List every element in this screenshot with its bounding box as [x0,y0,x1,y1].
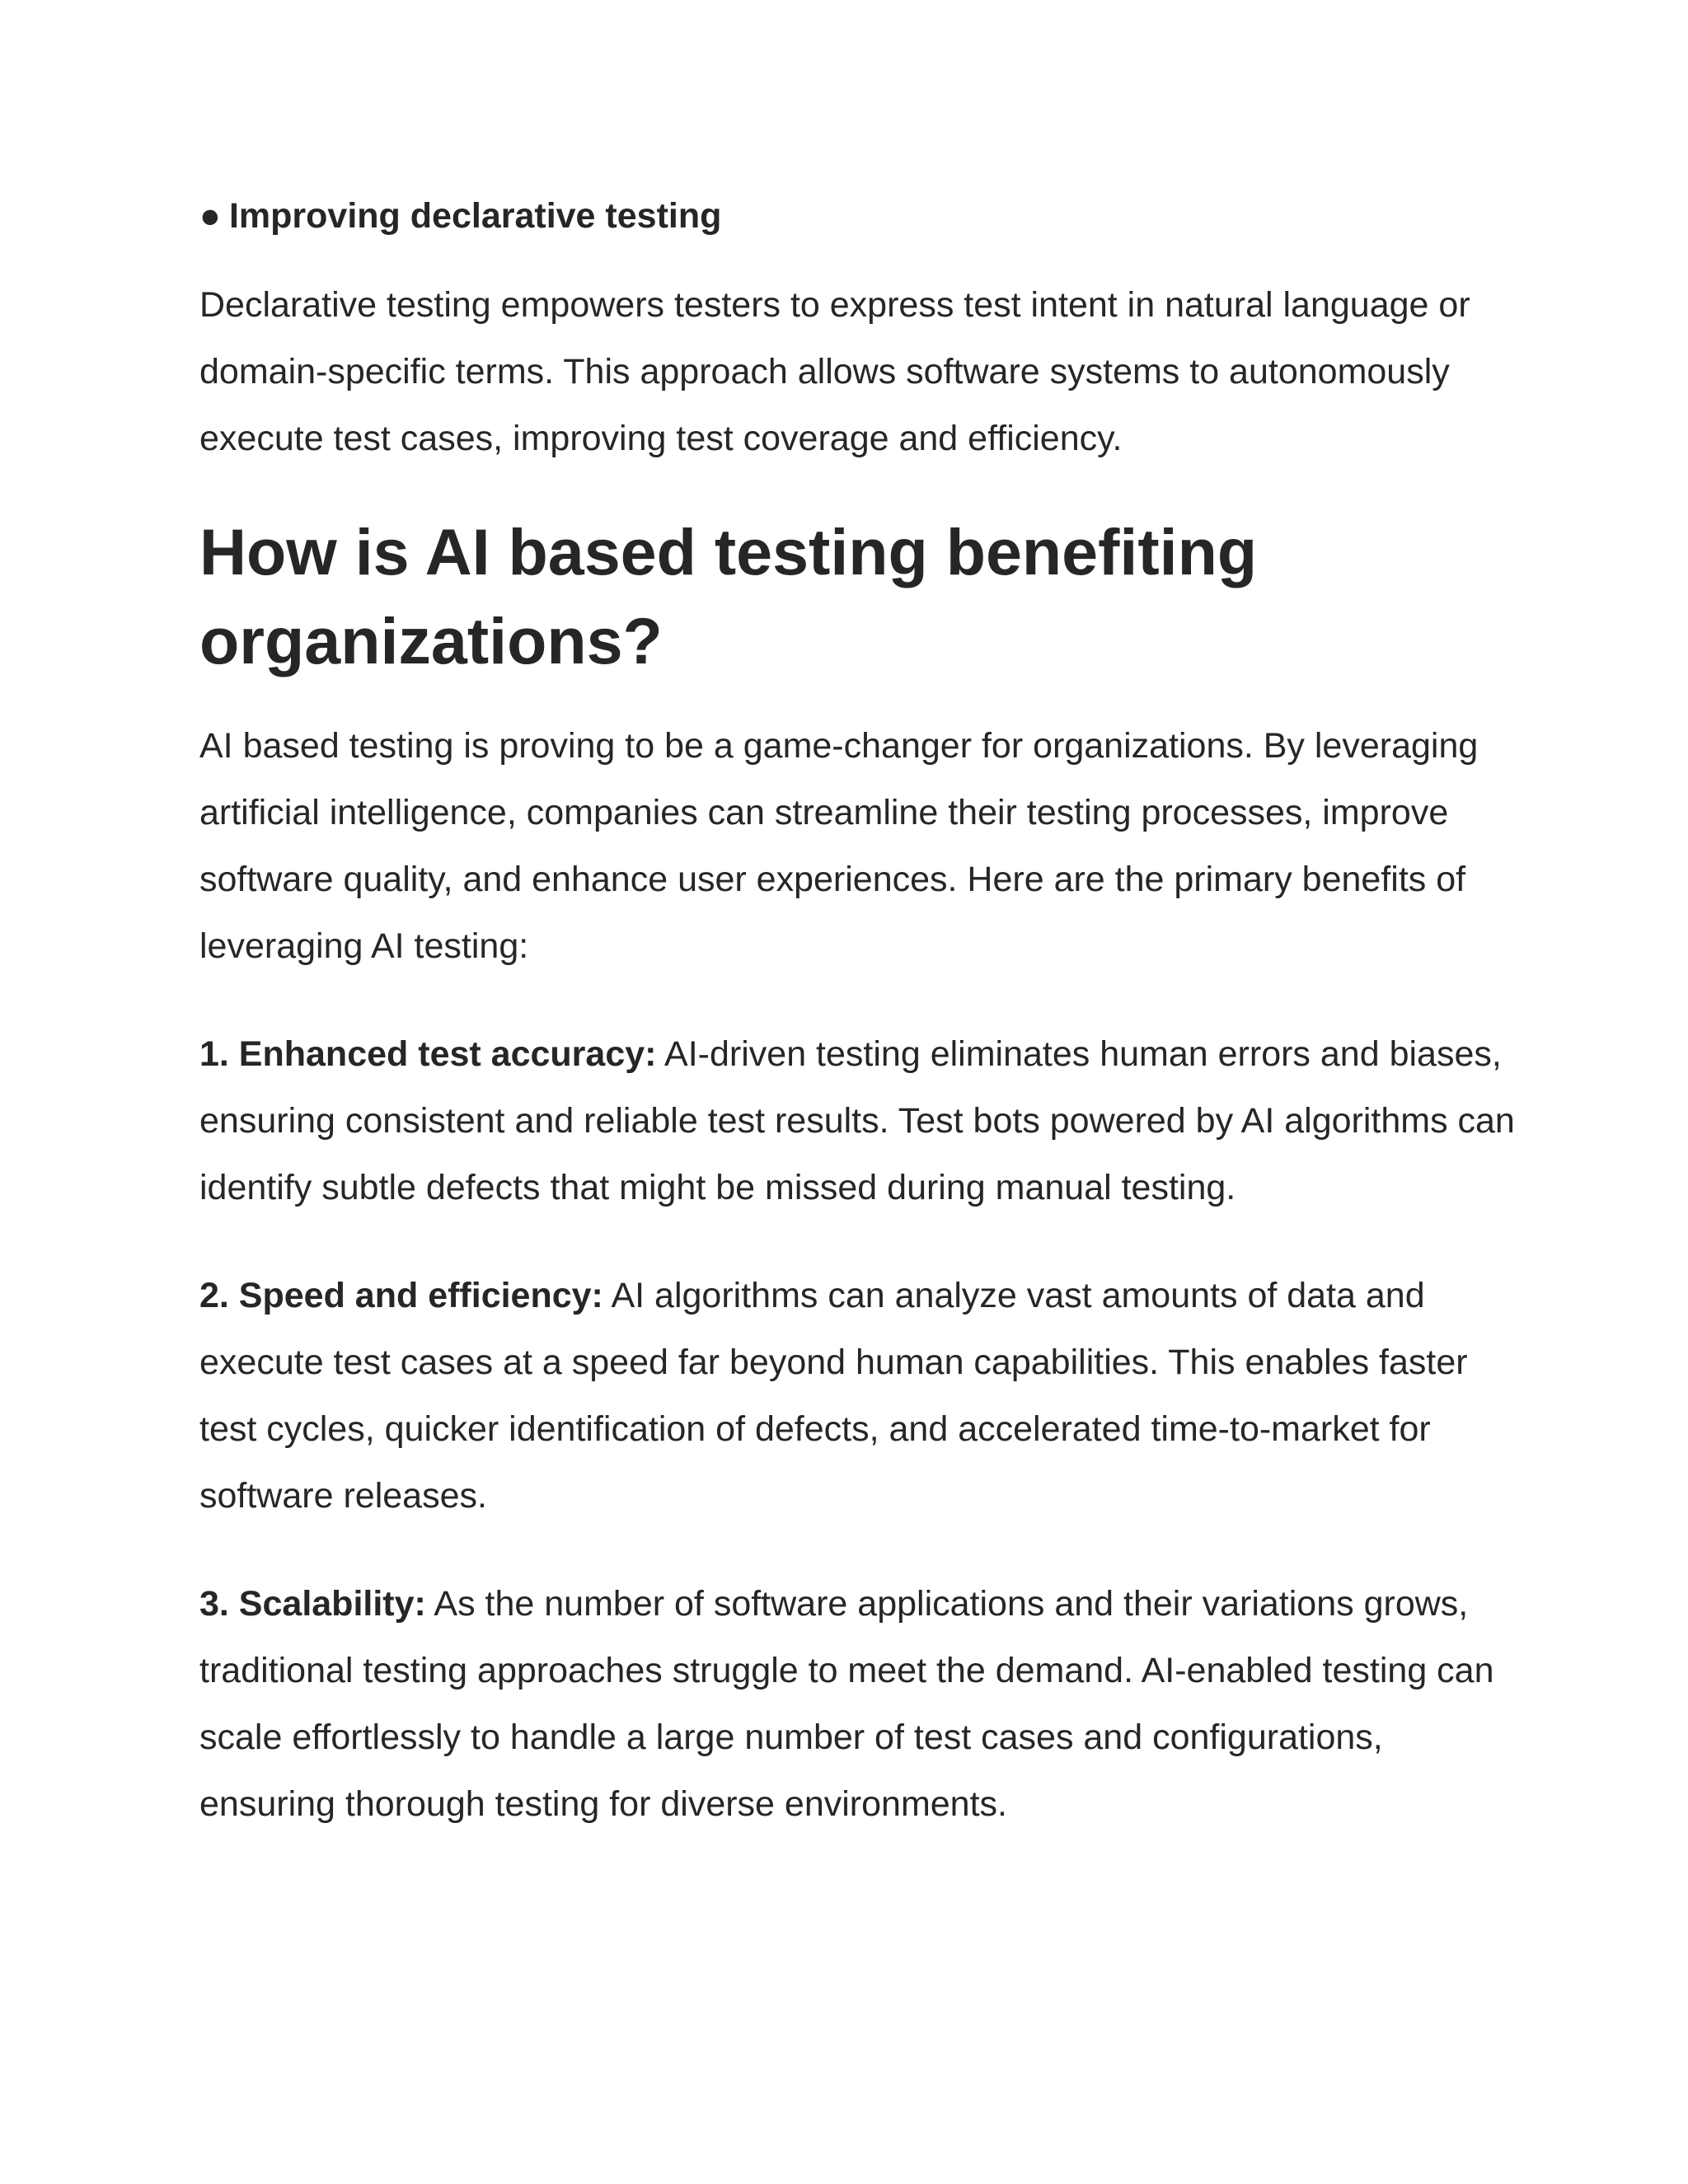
benefit-lead: 1. Enhanced test accuracy: [199,1034,657,1074]
benefit-item-scalability [199,1571,1518,1838]
bullet-icon: ● [199,196,221,236]
benefit-text: AI algorithms can analyze vast amounts of data and execute test cases at a speed far beyond human capabilities. This enables faster test cycles, quicker identification of defects, and accelerated time-to-market for software releases. [199,1276,1468,1516]
bullet-heading [199,191,1518,241]
section-title: How is AI based testing benefiting organizations? [199,515,1258,677]
benefit-lead: 3. Scalability: [199,1584,426,1624]
benefit-item-speed [199,1263,1518,1530]
bullet-heading-text: Improving declarative testing [228,196,722,236]
declarative-testing-paragraph: Declarative testing empowers testers to express test intent in natural language or domain-specific terms. This approach allows software systems to autonomously execute test cases, improving test coverage and efficiency. [199,285,1470,458]
benefit-text: As the number of software applications and their variations grows, traditional testing approaches struggle to meet the demand. AI-enabled testing can scale effortlessly to handle a large number of test cases and configurations, ensuring thorough testing for diverse environments. [199,1584,1494,1824]
benefit-text: AI-driven testing eliminates human errors and biases, ensuring consistent and reliable test results. Test bots powered by AI algorithms can identify subtle defects that might be missed during manual testing. [199,1034,1515,1207]
benefit-item-accuracy [199,1021,1518,1221]
section-intro-paragraph: AI based testing is proving to be a game-changer for organizations. By leveraging artificial intelligence, companies can streamline their testing processes, improve software quality, and enhance user experiences. Here are the primary benefits of leveraging AI testing: [199,726,1479,966]
benefit-lead: 2. Speed and efficiency: [199,1276,603,1315]
document-page [199,191,1518,1838]
